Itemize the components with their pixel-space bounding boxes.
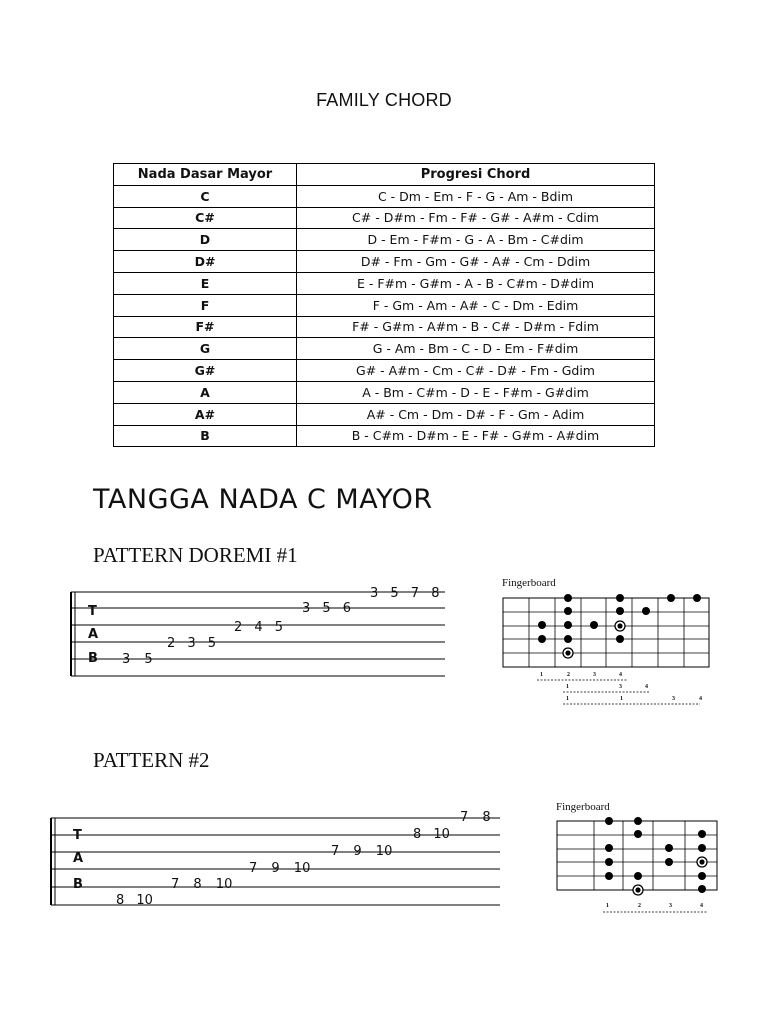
fret-dot [605,858,613,866]
tab-notes-string3: 2 4 5 [234,620,284,635]
tab-notes-string1: 7 8 [460,810,491,825]
table-cell-progression: G# - A#m - Cm - C# - D# - Fm - Gdim [297,360,655,382]
column-header-key: Nada Dasar Mayor [114,164,297,186]
finger-number: 4 [619,672,622,678]
finger-number: 2 [567,672,570,678]
fret-dot [665,844,673,852]
fret-dot [698,872,706,880]
fret-dot [634,817,642,825]
table-cell-key: C [114,185,297,207]
tab-notes-string1: 3 5 7 8 [370,586,440,601]
tab-notes-string2: 8 10 [413,827,450,842]
fret-dot [642,607,650,615]
fret-dot [616,594,624,602]
fret-dot [693,594,701,602]
tab-notes-string4: 2 3 5 [167,636,217,651]
pattern1-title: PATTERN DOREMI #1 [93,543,298,567]
tab-label-b: B [73,877,83,892]
table-cell-key: D [114,229,297,251]
finger-number: 3 [672,696,675,702]
finger-number: 2 [638,903,641,909]
finger-number: 1 [606,903,609,909]
table-cell-progression: E - F#m - G#m - A - B - C#m - D#dim [297,272,655,294]
tab-label-t: T [73,828,82,843]
fret-dot [698,885,706,893]
table-cell-progression: F# - G#m - A#m - B - C# - D#m - Fdim [297,316,655,338]
finger-number: 3 [619,684,622,690]
finger-number: 4 [699,696,702,702]
tab-notes-string5: 7 8 10 [171,877,233,892]
fret-dot [564,635,572,643]
pattern2-title: PATTERN #2 [93,748,210,772]
scale-title: TANGGA NADA C MAYOR [93,484,433,515]
tab-notes-string3: 7 9 10 [331,844,393,859]
finger-number: 1 [566,684,569,690]
column-header-progression: Progresi Chord [297,164,655,186]
table-cell-progression: C# - D#m - Fm - F# - G# - A#m - Cdim [297,207,655,229]
fingerboard-title: Fingerboard [556,801,610,813]
table-cell-key: D# [114,251,297,273]
fret-dot [667,594,675,602]
finger-number: 3 [669,903,672,909]
table-cell-key: F [114,294,297,316]
tab-notes-string2: 3 5 6 [302,601,352,616]
fret-dot [564,594,572,602]
table-cell-key: A# [114,403,297,425]
table-cell-key: E [114,272,297,294]
table-cell-key: F# [114,316,297,338]
fret-dot [605,844,613,852]
tab-label-a: A [88,627,99,642]
fret-dot [634,830,642,838]
tab-notes-string4: 7 9 10 [249,861,311,876]
pattern1-fingerboard [502,577,709,704]
table-cell-progression: G - Am - Bm - C - D - Em - F#dim [297,338,655,360]
pattern2-fingerboard [556,801,717,912]
fret-dot [590,621,598,629]
table-cell-progression: F - Gm - Am - A# - C - Dm - Edim [297,294,655,316]
tab-label-t: T [88,604,97,619]
fingerboard-title: Fingerboard [502,577,556,589]
finger-number: 4 [700,903,703,909]
fret-dot [538,621,546,629]
finger-number: 1 [620,696,623,702]
fret-dot [538,635,546,643]
root-note-marker-center [635,887,640,892]
fret-dot [605,817,613,825]
root-note-marker-center [565,650,570,655]
finger-number: 4 [645,684,648,690]
table-cell-progression: A# - Cm - Dm - D# - F - Gm - Adim [297,403,655,425]
table-cell-key: A [114,381,297,403]
finger-number: 1 [540,672,543,678]
fret-dot [616,635,624,643]
fret-dot [564,621,572,629]
table-cell-progression: A - Bm - C#m - D - E - F#m - G#dim [297,381,655,403]
page-title: FAMILY CHORD [316,90,452,110]
fret-dot [605,872,613,880]
table-cell-key: G# [114,360,297,382]
pattern2-tab-staff [51,810,500,908]
table-cell-progression: C - Dm - Em - F - G - Am - Bdim [297,185,655,207]
fret-dot [698,844,706,852]
tab-notes-string5: 3 5 [122,652,153,667]
fret-dot [665,858,673,866]
finger-number: 3 [593,672,596,678]
table-cell-progression: D# - Fm - Gm - G# - A# - Cm - Ddim [297,251,655,273]
fret-dot [564,607,572,615]
finger-number: 1 [566,696,569,702]
table-cell-key: B [114,425,297,447]
table-cell-key: C# [114,207,297,229]
tab-label-a: A [73,851,84,866]
tab-label-b: B [88,651,98,666]
table-cell-progression: B - C#m - D#m - E - F# - G#m - A#dim [297,425,655,447]
fret-dot [698,830,706,838]
fret-dot [634,872,642,880]
table-cell-key: G [114,338,297,360]
fret-dot [616,607,624,615]
tab-notes-string6: 8 10 [116,893,153,908]
root-note-marker-center [699,859,704,864]
table-cell-progression: D - Em - F#m - G - A - Bm - C#dim [297,229,655,251]
root-note-marker-center [617,623,622,628]
pattern1-tab-staff [71,586,445,676]
